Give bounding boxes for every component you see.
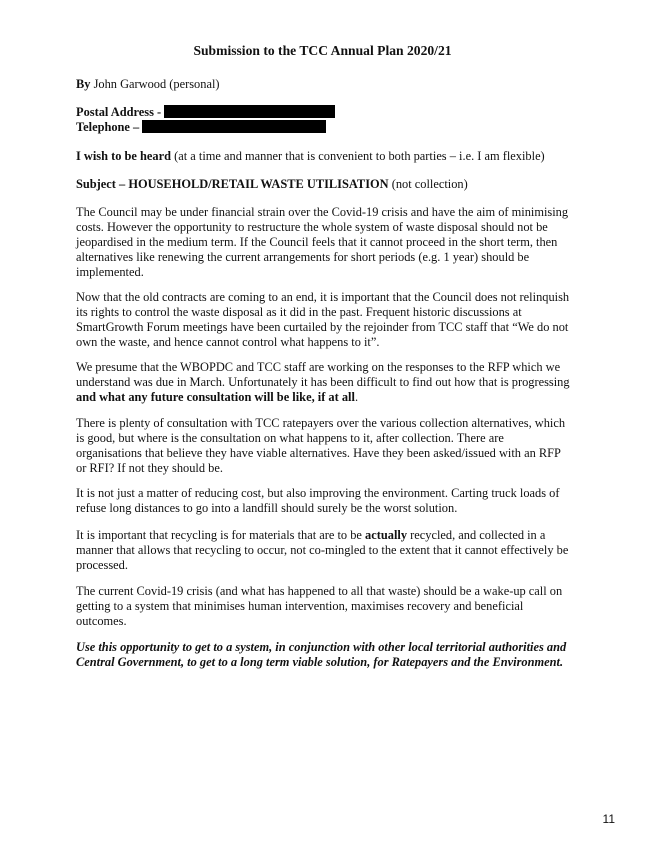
- subject-bold: Subject – HOUSEHOLD/RETAIL WASTE UTILISATION: [76, 177, 389, 191]
- author-line: [76, 77, 570, 92]
- redacted-telephone: [142, 120, 326, 133]
- paragraph-1: The Council may be under financial strain over the Covid-19 crisis and have the aim of minimising costs. However the opportunity to restructure the whole system of waste disposal should not be jeopardised in the medium term. If the Council feels that it cannot proceed in the short term, then alternatives like renewing the current arrangements for short periods (e.g. 1 year) should be implemented.: [76, 205, 569, 279]
- paragraph-6-after: recycled, and collected in a manner that allows that recycling to occur, not co-mingled to the extent that it cannot effectively be processed.: [76, 528, 569, 572]
- telephone-label: Telephone –: [76, 120, 140, 134]
- paragraph-6-before: It is important that recycling is for materials that are to be: [76, 528, 362, 542]
- paragraph-3-text: We presume that the WBOPDC and TCC staff are working on the responses to the RFP which we understand was due in March. Unfortunately it has been difficult to find out how that is progressing: [76, 360, 570, 389]
- paragraph-3: [76, 360, 570, 405]
- author-name: John Garwood (personal): [93, 77, 220, 91]
- hearing-request: [76, 149, 570, 164]
- paragraph-6: [76, 528, 570, 573]
- telephone-line: [76, 120, 570, 135]
- hearing-request-bold: I wish to be heard: [76, 149, 172, 163]
- by-label: By: [76, 77, 91, 91]
- postal-address-label: Postal Address -: [76, 105, 162, 119]
- document-title: Submission to the TCC Annual Plan 2020/21: [193, 43, 452, 58]
- postal-address-line: [76, 105, 570, 120]
- paragraph-7: The current Covid-19 crisis (and what has happened to all that waste) should be a wake-up call on getting to a system that minimises human intervention, maximises recovery and beneficial outcomes.: [76, 584, 563, 628]
- page-number: 11: [602, 812, 615, 826]
- hearing-request-rest: (at a time and manner that is convenient to both parties – i.e. I am flexible): [174, 149, 545, 163]
- redacted-postal-address: [164, 105, 335, 118]
- paragraph-2: Now that the old contracts are coming to an end, it is important that the Council does not relinquish its rights to control the waste disposal as it did in the past. Frequent historic discussions at SmartGrowth Forum meetings have been curtailed by the rejoinder from TCC staff that “We do not own the waste, and hence cannot control what happens to it”.: [76, 290, 570, 349]
- paragraph-6-bold: actually: [365, 528, 408, 542]
- subject-rest: (not collection): [391, 177, 468, 191]
- subject-line: [76, 177, 570, 192]
- contact-block: [76, 105, 570, 135]
- paragraph-3-end: .: [354, 390, 359, 404]
- paragraph-4: There is plenty of consultation with TCC ratepayers over the various collection alternatives, which is good, but where is the consultation on what happens to it, after collection. There are organisations that believe they have viable alternatives. Have they been asked/issued with an RFP or RFI? If not they should be.: [76, 416, 566, 475]
- paragraph-3-bold: and what any future consultation will be like, if at all: [76, 390, 355, 404]
- closing-statement: Use this opportunity to get to a system, in conjunction with other local territorial authorities and Central Government, to get to a long term viable solution, for Ratepayers and the Environment.: [76, 640, 567, 669]
- paragraph-5: It is not just a matter of reducing cost, but also improving the environment. Carting truck loads of refuse long distances to go into a landfill should surely be the worst solution.: [76, 486, 560, 515]
